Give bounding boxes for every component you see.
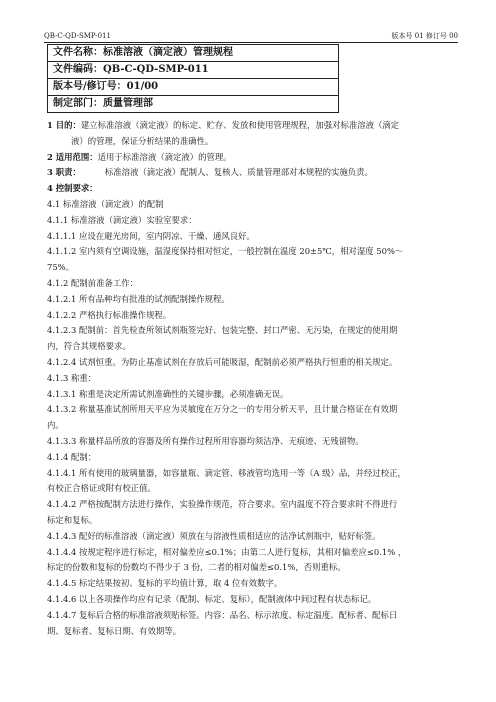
paragraph-line: 4.1.4.1 所有使用的玻璃量器，如容量瓶、滴定管、移液管均选用一等（A 级）品，并经过校正， <box>47 467 406 478</box>
section-responsibility <box>47 165 457 181</box>
paragraph-line: 4.1.4.4 按规定程序进行标定，相对偏差应≤0.1%；由第二人进行复标，其相对偏差应≤0.1% ， <box>47 546 407 557</box>
paragraph-line: 4.1.3.2 称量基准试剂所用天平应为灵敏度在万分之一的专用分析天平，且计量合格证在有效期 <box>47 404 398 415</box>
paragraph-line: 4.1.2.3 配制前：首先检查所领试剂瓶签完好、包装完整、封口严密、无污染，在规定的使用期 <box>47 325 398 336</box>
paragraph-line: 4.1.4.2 严格按配制方法进行操作，实验操作规范，符合要求。室内温度不符合要求时不得进行 <box>47 499 398 510</box>
header-document-code: QB-C-QD-SMP-011 <box>44 32 111 40</box>
section-title: 3 职责： <box>47 167 81 178</box>
info-cell <box>48 45 339 62</box>
page-header <box>44 31 458 43</box>
info-label: 文件名称： <box>53 47 103 58</box>
paragraph-line: 75%。 <box>47 262 74 273</box>
paragraph-line: 4.1.2 配制前准备工作： <box>47 277 138 288</box>
info-row-department <box>48 96 339 113</box>
paragraph-line: 4.1.4.5 标定结果按初、复标的平均值计算，取 4 位有效数字。 <box>47 578 283 589</box>
paragraph-line: 4.1.3 称重： <box>47 372 97 383</box>
info-value: QB-C-QD-SMP-011 <box>103 64 209 75</box>
info-row-file-code <box>48 62 339 79</box>
paragraph-line: 4.1.4 配制： <box>47 451 97 462</box>
info-label: 版本号/修订号： <box>53 81 127 92</box>
section-title: 1 目的： <box>47 120 81 130</box>
info-value: 01/00 <box>126 81 159 92</box>
paragraph-line: 标定和复标。 <box>47 514 98 525</box>
paragraph-line: 内。 <box>47 420 64 431</box>
paragraph-line: 4.1.3.1 称重是决定所需试剂准确性的关键步骤，必须准确无误。 <box>47 388 289 399</box>
paragraph-line: 4.1.2.2 严格执行标准操作规程。 <box>47 309 172 320</box>
paragraph-line: 4.1.1 标准溶液（滴定液）实验室要求： <box>47 214 197 225</box>
section-scope <box>47 150 457 166</box>
paragraph-line: 内，符合其规格要求。 <box>47 341 131 352</box>
paragraph-line: 4.1.4.7 复标后合格的标准溶液须贴标签。内容：品名、标示浓度、标定温度、配标者、配标日 <box>47 609 398 620</box>
info-cell <box>48 79 339 96</box>
paragraph-line: 4.1.3.3 称量样品所放的容器及所有操作过程所用容器均须洁净、无痕迹、无残留物。 <box>47 435 364 446</box>
paragraph-line: 4.1.2.4 试剂恒重。为防止基准试剂在存放后可能吸湿，配制前必须严格执行恒重的相关规定。 <box>47 356 398 367</box>
paragraph-text: 标准溶液（滴定液）配制人、复核人、质量管理部对本规程的实施负责。 <box>104 167 373 178</box>
section-title: 4 控制要求： <box>47 183 98 194</box>
section-purpose <box>47 118 457 134</box>
info-cell <box>48 96 339 113</box>
info-label: 文件编码： <box>53 64 103 75</box>
paragraph-line: 4.1.1.1 应设在避光房间，室内阴凉、干燥、通风良好。 <box>47 230 255 241</box>
info-row-file-name <box>48 45 339 62</box>
paragraph-line: 液）的管理，保证分析结果的准确性。 <box>71 135 214 146</box>
info-label: 制定部门： <box>53 98 103 109</box>
info-value: 质量管理部 <box>103 98 153 109</box>
paragraph-line: 标定的份数和复标的份数均不得少于 3 份，二者的相对偏差≤0.1%，否则重标。 <box>47 562 346 573</box>
document-body <box>47 118 457 639</box>
paragraph-line: 4.1.4.3 配好的标准溶液（滴定液）须放在与溶液性质相适应的洁净试剂瓶中，贴好标签。 <box>47 530 381 541</box>
paragraph-line: 有校正合格证或附有校正值。 <box>47 483 156 494</box>
paragraph-line: 4.1.1.2 室内须有空调设施，温湿度保持相对恒定，一般控制在温度 20±5℃，相对湿度 50%～ <box>47 246 404 257</box>
paragraph-text: 适用于标准溶液（滴定液）的管理。 <box>97 151 232 162</box>
paragraph-line: 4.1 标准溶液（滴定液）的配制 <box>47 198 164 209</box>
paragraph-line: 期、复标者、复标日期、有效期等。 <box>47 625 181 636</box>
info-row-version <box>48 79 339 96</box>
paragraph-line: 4.1.4.6 以上各项操作均应有记录（配制、标定、复标），配制液体中间过程有状态标记。 <box>47 593 377 604</box>
document-info-table <box>47 44 339 113</box>
paragraph-line: 4.1.2.1 所有品种均有批准的试剂配制操作规程。 <box>47 293 230 304</box>
paragraph-text: 建立标准溶液（滴定液）的标定、贮存、发放和使用管理规程，加强对标准溶液（滴定 <box>80 120 400 130</box>
info-value: 标准溶液（滴定液）管理规程 <box>103 47 233 58</box>
header-version: 版本号 01 修订号 00 <box>391 32 458 40</box>
info-cell <box>48 62 339 79</box>
section-title: 2 适用范围： <box>47 151 98 162</box>
